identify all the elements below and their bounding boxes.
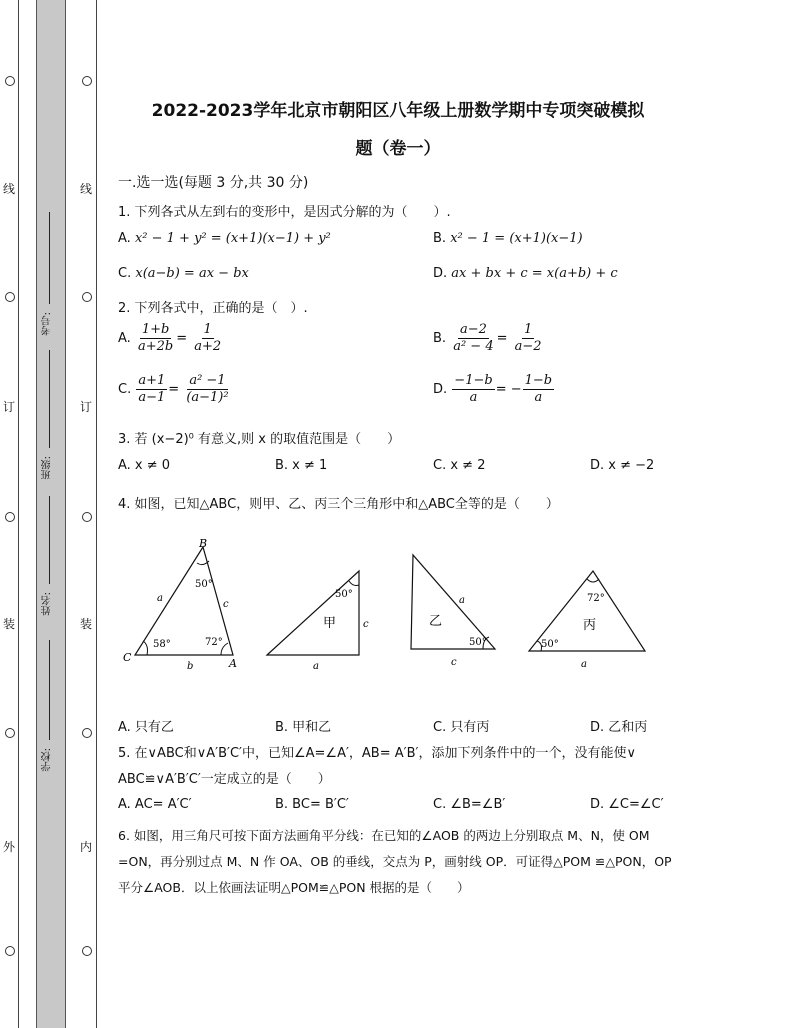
angle-arc	[143, 641, 148, 655]
binding-strip	[36, 0, 66, 1028]
section-heading: 一.选一选(每题 3 分,共 30 分)	[118, 175, 309, 191]
punch-hole	[82, 292, 92, 302]
q5-option-b[interactable]: B. BC= B′C′	[275, 797, 349, 812]
fraction	[513, 322, 544, 355]
denominator: a−2	[514, 339, 542, 354]
side-b-label: b	[187, 661, 194, 672]
angle-c-label: 58°	[153, 639, 171, 650]
denominator: a	[469, 390, 478, 405]
field-line	[49, 350, 50, 448]
angle-arc	[349, 581, 359, 586]
bing-side-a-label: a	[581, 659, 587, 670]
field-class: 班级:	[42, 456, 53, 480]
punch-hole	[5, 946, 15, 956]
question-6-line2: =ON，再分别过点 M、N 作 OA、OB 的垂线，交点为 P，画射线 OP．可证得△POM ≌△PON，OP	[118, 854, 672, 869]
q3-option-c[interactable]: C. x ≠ 2	[433, 458, 486, 473]
cut-line-outer	[18, 0, 19, 1028]
outer-char-ding: 订	[3, 400, 16, 414]
angle-a-label: 72°	[205, 637, 223, 648]
q5-option-d[interactable]: D. ∠C=∠C′	[590, 797, 664, 812]
question-5-stem-line1: 5. 在∨ABC和∨A′B′C′中，已知∠A=∠A′，AB= A′B′，添加下列条件中的一个，没有能使∨	[118, 746, 636, 761]
numerator: 1−b	[524, 373, 553, 388]
denominator: a+2	[194, 339, 222, 354]
q3-option-d[interactable]: D. x ≠ −2	[590, 458, 655, 473]
vertex-b-label: B	[199, 537, 208, 550]
bing-name-label: 丙	[583, 618, 597, 633]
field-line	[49, 212, 50, 304]
q1-option-d[interactable]	[433, 266, 618, 281]
triangles-figure	[115, 535, 655, 675]
yi-side-a-label: a	[459, 595, 465, 606]
denominator: a² − 4	[453, 339, 494, 354]
fraction	[523, 373, 555, 406]
page-title-line2: 题（卷一）	[355, 139, 441, 159]
punch-hole	[5, 728, 15, 738]
q4-option-c[interactable]: C. 只有丙	[433, 720, 490, 735]
option-expression: x² − 1 + y² = (x+1)(x−1) + y²	[134, 231, 331, 246]
q2-option-d[interactable]	[433, 373, 555, 406]
fraction	[136, 322, 175, 355]
q4-option-b[interactable]: B. 甲和乙	[275, 720, 332, 735]
inner-char-nei: 内	[80, 840, 93, 854]
binding-margin	[0, 0, 100, 1028]
punch-hole	[82, 76, 92, 86]
q3-option-a[interactable]: A. x ≠ 0	[118, 458, 171, 473]
q5-option-c[interactable]: C. ∠B=∠B′	[433, 797, 506, 812]
yi-side-c-label: c	[451, 657, 457, 668]
bing-angle-top-label: 72°	[587, 593, 605, 604]
numerator: a−2	[459, 322, 487, 337]
option-letter: D.	[433, 266, 448, 281]
question-5-stem-line2: ABC≌∨A′B′C′一定成立的是（ ）	[118, 772, 331, 787]
yi-name-label: 乙	[429, 614, 443, 629]
field-school: 学校:	[42, 748, 53, 772]
question-6-line1: 6. 如图，用三角尺可按下面方法画角平分线：在已知的∠AOB 的两边上分别取点 M、N，使 OM	[118, 828, 650, 843]
numerator: −1−b	[454, 373, 493, 388]
side-a-label: a	[157, 593, 163, 604]
q3-option-b[interactable]: B. x ≠ 1	[275, 458, 328, 473]
question-2-stem: 2. 下列各式中，正确的是（ ）.	[118, 301, 308, 316]
punch-hole	[82, 512, 92, 522]
denominator: (a−1)²	[186, 390, 229, 405]
jia-name-label: 甲	[323, 616, 337, 631]
equals-minus: = −	[495, 382, 522, 397]
q5-option-a[interactable]: A. AC= A′C′	[118, 797, 192, 812]
fraction	[452, 373, 494, 406]
numerator: 1	[523, 322, 533, 337]
outer-char-wai: 外	[3, 840, 16, 854]
jia-side-a-label: a	[313, 661, 319, 672]
question-1-stem: 1. 下列各式从左到右的变形中，是因式分解的为（ ）.	[118, 205, 451, 220]
field-name: 姓名:	[42, 592, 53, 616]
cut-line-inner	[96, 0, 97, 1028]
fraction	[192, 322, 223, 355]
option-letter: B.	[433, 331, 447, 346]
yi-angle-label: 50°	[469, 637, 487, 648]
numerator: 1+b	[141, 322, 170, 337]
punch-hole	[82, 728, 92, 738]
fraction	[136, 373, 167, 406]
inner-char-ding: 订	[80, 400, 93, 414]
inner-char-xian: 线	[80, 182, 93, 196]
question-4-stem: 4. 如图，已知△ABC，则甲、乙、丙三个三角形中和△ABC全等的是（ ）	[118, 497, 559, 512]
page-title: 2022-2023学年北京市朝阳区八年级上册数学期中专项突破模拟	[151, 101, 645, 121]
vertex-c-label: C	[123, 651, 132, 664]
field-line	[49, 496, 50, 584]
outer-char-zhuang: 装	[3, 617, 16, 631]
side-c-label: c	[223, 599, 229, 610]
punch-hole	[82, 946, 92, 956]
triangle-yi	[411, 555, 495, 649]
angle-arc	[587, 579, 599, 582]
bing-angle-left-label: 50°	[541, 639, 559, 650]
option-letter: C.	[118, 382, 132, 397]
option-letter: A.	[118, 231, 131, 246]
denominator: a−1	[138, 390, 166, 405]
punch-hole	[5, 292, 15, 302]
option-expression: ax + bx + c = x(a+b) + c	[451, 266, 618, 281]
option-letter: A.	[118, 331, 131, 346]
vertex-a-label: A	[229, 657, 237, 670]
question-6-line3: 平分∠AOB．以上依画法证明△POM≌△PON 根据的是（ ）	[118, 880, 470, 895]
fraction	[184, 373, 230, 406]
q2-option-c[interactable]: C. $\frac{a+1}{a-1}$ = $\frac{\text{a² −1}}{\text{(a−1)²}}$	[118, 373, 229, 405]
q2-option-a[interactable]: A. $\frac{1+b}{a+2b}$ = $\frac{1}{a+2}$	[118, 322, 222, 354]
triangle-jia	[267, 571, 359, 655]
option-letter: C.	[118, 266, 132, 281]
field-exam-number: 考号:	[42, 312, 53, 336]
q4-option-a[interactable]: A. 只有乙	[118, 720, 174, 735]
numerator: a+1	[138, 373, 166, 388]
jia-side-c-label: c	[363, 619, 369, 630]
q2-option-b[interactable]: B. $\frac{a-2}{\text{a² − 4}}$ = $\frac{1}{a-2}$	[433, 322, 542, 354]
inner-char-zhuang: 装	[80, 617, 93, 631]
numerator: 1	[203, 322, 212, 337]
option-expression: x² − 1 = (x+1)(x−1)	[450, 231, 583, 246]
option-letter: D.	[433, 382, 448, 397]
punch-hole	[5, 512, 15, 522]
q1-option-c[interactable]	[118, 266, 249, 281]
angle-b-label: 50°	[195, 579, 213, 590]
option-expression: x(a−b) = ax − bx	[135, 266, 249, 281]
punch-hole	[5, 76, 15, 86]
q1-option-b[interactable]	[433, 231, 583, 246]
outer-char-xian: 线	[3, 182, 16, 196]
option-letter: B.	[433, 231, 447, 246]
field-line	[49, 640, 50, 740]
q1-option-a[interactable]	[118, 231, 331, 246]
denominator: a	[534, 390, 543, 405]
numerator: a² −1	[189, 373, 226, 388]
q4-option-d[interactable]: D. 乙和丙	[590, 720, 648, 735]
jia-angle-label: 50°	[335, 589, 353, 600]
fraction	[451, 322, 495, 355]
denominator: a+2b	[137, 339, 174, 354]
question-3-stem: 3. 若 (x−2)⁰ 有意义,则 x 的取值范围是（ ）	[118, 432, 401, 447]
